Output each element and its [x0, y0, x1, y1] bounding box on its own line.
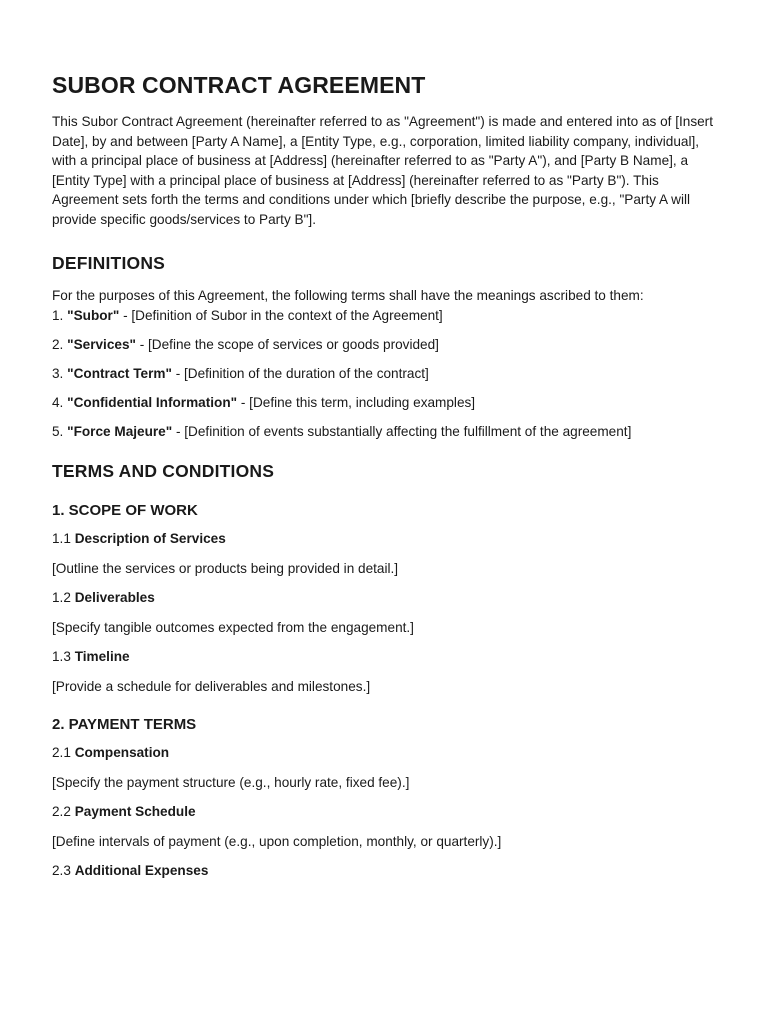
subsection-heading: [52, 588, 718, 608]
document-title: SUBOR CONTRACT AGREEMENT: [52, 72, 426, 98]
definition-number: 2.: [52, 336, 64, 352]
subsection-heading: [52, 529, 718, 549]
subsection-number: 1.1: [52, 531, 71, 547]
definition-number: 4.: [52, 394, 64, 410]
subsection-text: [Specify tangible outcomes expected from the engagement.]: [52, 619, 414, 635]
section-heading: 1. SCOPE OF WORK: [52, 502, 198, 520]
definitions-intro: For the purposes of this Agreement, the following terms shall have the meanings ascribed to them:: [52, 288, 644, 303]
subsection-title: Timeline: [74, 649, 130, 665]
subsection-heading: [52, 743, 718, 763]
subsection-text: [Specify the payment structure (e.g., hourly rate, fixed fee).]: [52, 774, 410, 790]
subsection-number: 1.2: [52, 590, 71, 606]
definition-description: - [Definition of events substantially affecting the fulfillment of the agreement]: [172, 423, 632, 439]
definition-item: [52, 306, 718, 326]
subsection-heading: [52, 861, 718, 881]
definition-description: - [Define this term, including examples]: [237, 394, 476, 410]
subsection-number: 2.2: [52, 804, 71, 820]
subsection-title: Description of Services: [74, 531, 226, 547]
definition-item: [52, 393, 718, 413]
definition-item: [52, 335, 718, 355]
subsection-number: 1.3: [52, 649, 71, 665]
definition-term: "Services": [67, 336, 136, 352]
terms-heading: TERMS AND CONDITIONS: [52, 461, 275, 482]
definitions-list: [52, 306, 718, 442]
intro-paragraph: This Subor Contract Agreement (hereinafter referred to as "Agreement") is made and entered into as of [Insert Date], by and between [Party A Name], a [Entity Type, e.g., corporation, limited liability company, individual], with a principal place of business at [Address] (hereinafter referred to as "Party A"), and [Party B Name], a [Entity Type] with a principal place of business at [Address] (hereinafter referred to as "Party B"). This Agreement sets forth the terms and conditions under which [briefly describe the purpose, e.g., "Party A will provide specific goods/services to Party B"].: [52, 114, 713, 227]
subsection-heading: [52, 802, 718, 822]
definition-term: "Confidential Information": [67, 394, 238, 410]
subsection-number: 2.1: [52, 745, 71, 761]
definition-description: - [Define the scope of services or goods provided]: [135, 336, 439, 352]
subsection-number: 2.3: [52, 863, 71, 879]
definition-number: 5.: [52, 423, 64, 439]
subsection-heading: [52, 647, 718, 667]
subsection-title: Deliverables: [74, 590, 155, 606]
definition-item: [52, 422, 718, 442]
subsection-title: Payment Schedule: [74, 804, 196, 820]
definition-item: [52, 364, 718, 384]
definitions-heading: DEFINITIONS: [52, 253, 166, 273]
subsection-title: Additional Expenses: [74, 863, 209, 879]
definition-term: "Contract Term": [67, 365, 172, 381]
definition-description: - [Definition of Subor in the context of the Agreement]: [119, 307, 443, 323]
subsection-text: [Define intervals of payment (e.g., upon completion, monthly, or quarterly).]: [52, 833, 502, 849]
subsection-text: [Provide a schedule for deliverables and milestones.]: [52, 678, 371, 694]
section-heading: 2. PAYMENT TERMS: [52, 716, 197, 734]
definition-term: "Force Majeure": [67, 423, 173, 439]
definition-term: "Subor": [67, 307, 120, 323]
definition-number: 1.: [52, 307, 64, 323]
definition-description: - [Definition of the duration of the contract]: [171, 365, 429, 381]
subsection-title: Compensation: [74, 745, 170, 761]
subsection-text: [Outline the services or products being provided in detail.]: [52, 560, 399, 576]
definition-number: 3.: [52, 365, 64, 381]
